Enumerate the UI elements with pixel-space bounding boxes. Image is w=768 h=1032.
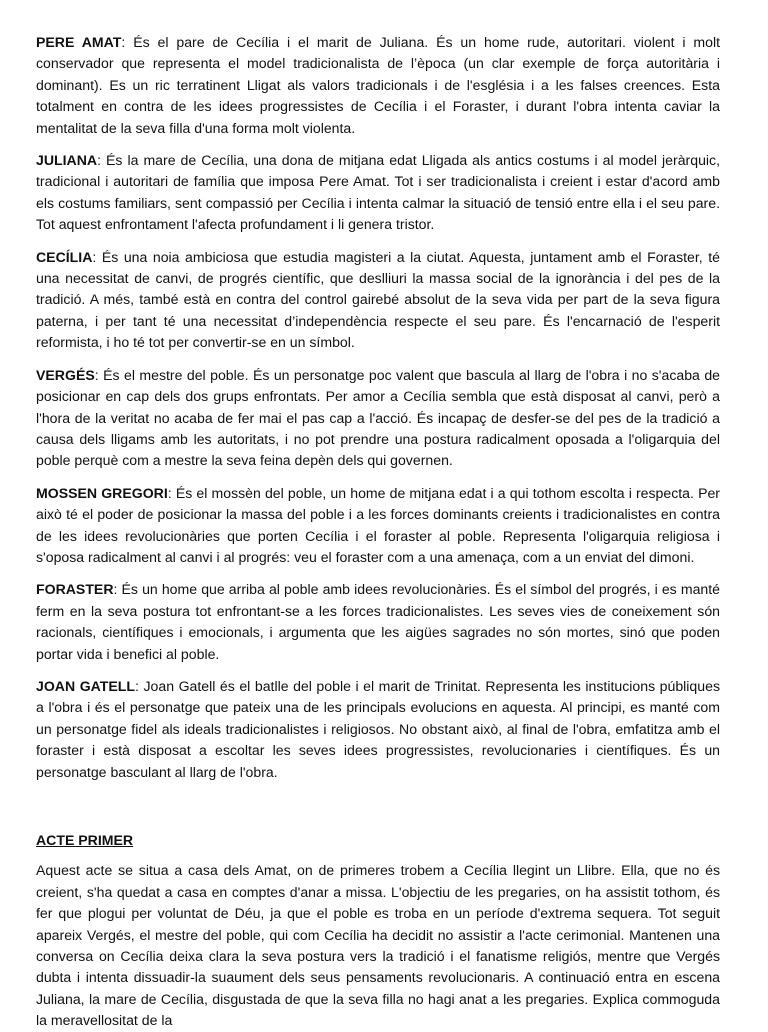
character-cecilia: [36, 247, 720, 354]
character-description: : És una noia ambiciosa que estudia magisteri a la ciutat. Aquesta, juntament amb el Foraster, té una necessitat de canvi, de progrés científic, que deslliuri la massa social de la ignorància i del pes de la tradició. A més, també està en contra del control gairebé absolut de la seva vida per part de la seva figura paterna, i per tant té una necessitat d’independència respecte el seu pare. És l'encarnació de l'esperit reformista, i ho té tot per convertir-se en un símbol.: [36, 248, 720, 351]
character-description: : És el mestre del poble. És un personatge poc valent que bascula al llarg de l'obra i no s'acaba de posicionar en cap dels dos grups enfrontats. Per amor a Cecília sembla que està disposat al canvi, però a l'hora de la veritat no acaba de fer mai el pas cap a l'acció. És incapaç de desfer-se del pes de la tradició a causa dels lligams amb les autoritats, i no pot prendre una postura radicalment oposada a l'oligarquia del poble perquè com a mestre la seva feina depèn dels qui governen.: [36, 366, 720, 469]
character-name: JOAN GATELL: [36, 677, 136, 694]
act-heading: ACTE PRIMER: [36, 832, 134, 848]
character-description: : Joan Gatell és el batlle del poble i el marit de Trinitat. Representa les institucions públiques a l'obra i és el personatge que pateix una de les principals evolucions en aquesta. Al principi, es manté com un personatge fidel als ideals tradicionalistes i religiosos. No obstant això, al final de l'obra, emfatitza amb el foraster i està disposat a escoltar les seves idees progressistes, revolucionaries i científiques. És un personatge basculant al llarg de l'obra.: [36, 677, 720, 780]
character-joan-gatell: [36, 676, 720, 783]
character-name: VERGÉS: [36, 366, 95, 383]
character-description: : És el mossèn del poble, un home de mitjana edat i a qui tothom escolta i respecta. Per això té el poder de posicionar la massa del poble i a les forces dominants creients i tradicionalistes en contra de les idees revolucionàries que porten Cecília i el foraster al poble. Representa l'oligarquia religiosa i s'oposa radicalment al canvi i al progrés: veu el foraster com a una amenaça, com a un enviat del dimoni.: [36, 484, 720, 565]
character-verges: [36, 365, 720, 472]
character-description: : És la mare de Cecília, una dona de mitjana edat Lligada als antics costums i al model jeràrquic, tradicional i autoritari de família que imposa Pere Amat. Tot i ser tradicionalista i creient i estar d'acord amb els costums familiars, sent compassió per Cecília i intenta calmar la situació de tensió entre ella i el seu pare. Tot aquest enfrontament l'afecta profundament i li genera tristor.: [36, 152, 720, 233]
character-foraster: [36, 579, 720, 665]
character-name: PERE AMAT: [36, 34, 122, 50]
section-spacer: [36, 794, 720, 830]
character-name: FORASTER: [36, 581, 114, 598]
character-name: JULIANA: [36, 152, 98, 169]
character-juliana: [36, 150, 720, 236]
character-description: : És el pare de Cecília i el marit de Juliana. És un home rude, autoritari. violent i molt conservador que representa el model tradicionalista de l’època (un clar exemple de força autoritària i dominant). Es un ric terratinent Lligat als valors tradicionals i de l'església i a les falses creences. Esta totalment en contra de les idees progressistes de Cecília i el Foraster, i durant l'obra intenta caviar la mentalitat de la seva filla d'una forma molt violenta.: [36, 34, 721, 136]
character-description: : És un home que arriba al poble amb idees revolucionàries. És el símbol del progrés, i es manté ferm en la seva postura tot enfrontant-se a les forces tradicionalistes. Les seves vies de coneixement són racionals, científiques i emocionals, i argumenta que les aigües sagrades no són mortes, sinó que poden portar vida i benefici al poble.: [36, 581, 720, 662]
act-summary: Aquest acte se situa a casa dels Amat, on de primeres trobem a Cecília llegint un Llibre. Ella, que no és creient, s'ha quedat a casa en comptes d'anar a missa. L'objectiu de les pregaries, on ha assistit tothom, és fer que plogui per voluntat de Déu, ja que el poble es troba en un període d'extrema sequera. Tot seguit apareix Vergés, el mestre del poble, qui com Cecília ha decidit no assistir a l'acte cerimonial. Mantenen una conversa on Cecília deixa clara la seva postura vers la tradició i el fanatisme religiós, mentre que Vergés dubta i intenta dissuadir-la suaument dels seus pensaments revolucionaris. A continuació entra en escena Juliana, la mare de Cecília, disgustada de que la seva filla no hagi anat a les pregaries. Explica commoguda la meravellositat de la: [36, 862, 720, 1029]
character-pere-amat: [36, 32, 720, 139]
character-name: MOSSEN GREGORI: [36, 484, 168, 501]
character-name: CECÍLIA: [36, 248, 93, 265]
character-mossen-gregori: [36, 483, 720, 569]
